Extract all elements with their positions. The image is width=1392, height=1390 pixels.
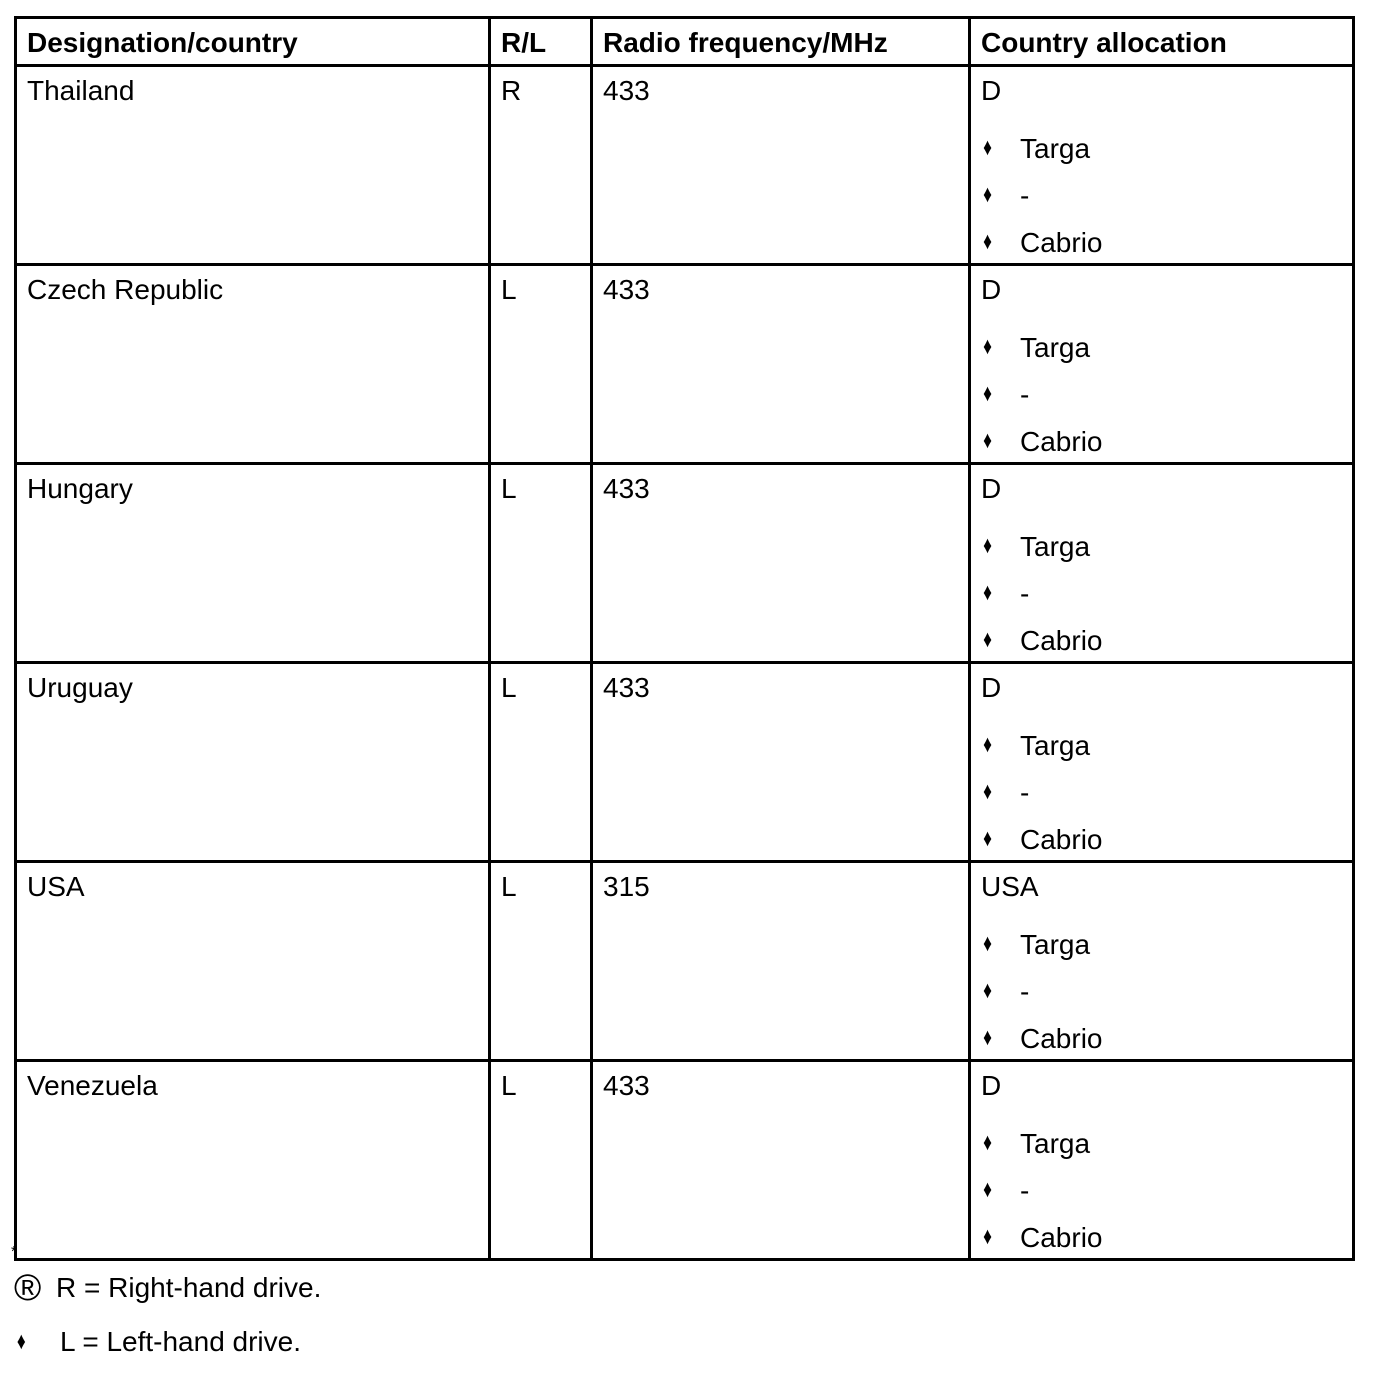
- cell-country-allocation: [970, 464, 1354, 663]
- legend-left-hand-drive: [14, 1324, 301, 1360]
- table-row: [16, 1061, 1354, 1260]
- model-list-item: [981, 426, 1342, 458]
- model-label: Cabrio: [1020, 824, 1103, 855]
- model-label: -: [1020, 578, 1030, 609]
- model-list-item: [981, 133, 1342, 165]
- diamond-bullet-icon: ♦: [983, 1176, 992, 1203]
- table-row: [16, 265, 1354, 464]
- diamond-bullet-icon: ♦: [16, 1328, 26, 1355]
- diamond-bullet-icon: ♦: [983, 427, 992, 454]
- allocation-code: D: [981, 274, 1002, 305]
- diamond-bullet-icon: ♦: [983, 134, 992, 161]
- diamond-bullet-icon: ♦: [983, 930, 992, 957]
- model-label: Targa: [1020, 730, 1091, 761]
- diamond-bullet-icon: ♦: [983, 731, 992, 758]
- diamond-bullet-icon: ♦: [983, 1223, 992, 1250]
- model-label: Cabrio: [1020, 625, 1103, 656]
- model-list-item: [981, 730, 1342, 762]
- model-label: -: [1020, 777, 1030, 808]
- model-list-item: [981, 1222, 1342, 1254]
- model-list-item: [981, 625, 1342, 657]
- header-radio-frequency: Radio frequency/MHz: [592, 18, 970, 66]
- allocation-code: USA: [981, 871, 1039, 902]
- allocation-code: D: [981, 672, 1002, 703]
- allocation-code: D: [981, 473, 1002, 504]
- cell-frequency: 433: [592, 66, 970, 265]
- cell-country-allocation: [970, 66, 1354, 265]
- cell-rl: L: [490, 1061, 592, 1260]
- cell-country-allocation: [970, 265, 1354, 464]
- cell-country: Thailand: [16, 66, 490, 265]
- model-label: -: [1020, 976, 1030, 1007]
- diamond-bullet-icon: ♦: [983, 228, 992, 255]
- diamond-bullet-icon: ♦: [983, 181, 992, 208]
- diamond-bullet-icon: ♦: [983, 532, 992, 559]
- cell-frequency: 433: [592, 265, 970, 464]
- cell-country: Uruguay: [16, 663, 490, 862]
- model-label: Targa: [1020, 133, 1091, 164]
- diamond-bullet-icon: ♦: [983, 333, 992, 360]
- model-label: -: [1020, 180, 1030, 211]
- header-country-allocation: Country allocation: [970, 18, 1354, 66]
- legend-text: L = Left-hand drive.: [60, 1326, 302, 1357]
- diamond-bullet-icon: ♦: [983, 626, 992, 653]
- model-list-item: [981, 1128, 1342, 1160]
- table-header-row: [16, 18, 1354, 66]
- cell-country: Venezuela: [16, 1061, 490, 1260]
- footnote-marker: *: [11, 1243, 16, 1260]
- cell-country: USA: [16, 862, 490, 1061]
- diamond-bullet-icon: ♦: [983, 1024, 992, 1051]
- cell-frequency: 433: [592, 1061, 970, 1260]
- diamond-bullet-icon: ♦: [983, 977, 992, 1004]
- model-label: Cabrio: [1020, 227, 1103, 258]
- cell-frequency: 315: [592, 862, 970, 1061]
- table-row: [16, 66, 1354, 265]
- cell-country-allocation: [970, 1061, 1354, 1260]
- model-list-item: [981, 1175, 1342, 1207]
- cell-country-allocation: [970, 663, 1354, 862]
- model-label: -: [1020, 379, 1030, 410]
- model-label: Cabrio: [1020, 1222, 1103, 1253]
- table-row: [16, 862, 1354, 1061]
- model-list-item: [981, 929, 1342, 961]
- legend-text: R = Right-hand drive.: [56, 1272, 322, 1303]
- model-label: Targa: [1020, 929, 1091, 960]
- diamond-bullet-icon: ♦: [983, 1129, 992, 1156]
- model-label: Targa: [1020, 1128, 1091, 1159]
- registered-mark-icon: ®: [14, 1267, 42, 1308]
- cell-rl: R: [490, 66, 592, 265]
- allocation-code: D: [981, 1070, 1002, 1101]
- cell-rl: L: [490, 663, 592, 862]
- cell-frequency: 433: [592, 663, 970, 862]
- cell-country: Czech Republic: [16, 265, 490, 464]
- radio-frequency-table: [14, 16, 1355, 1261]
- model-list-item: [981, 578, 1342, 610]
- cell-rl: L: [490, 464, 592, 663]
- allocation-code: D: [981, 75, 1002, 106]
- cell-rl: L: [490, 265, 592, 464]
- cell-frequency: 433: [592, 464, 970, 663]
- model-label: Targa: [1020, 531, 1091, 562]
- model-list-item: [981, 180, 1342, 212]
- cell-rl: L: [490, 862, 592, 1061]
- header-designation-country: Designation/country: [16, 18, 490, 66]
- model-label: -: [1020, 1175, 1030, 1206]
- model-list-item: [981, 379, 1342, 411]
- model-list-item: [981, 227, 1342, 259]
- cell-country-allocation: [970, 862, 1354, 1061]
- model-list-item: [981, 332, 1342, 364]
- diamond-bullet-icon: ♦: [983, 380, 992, 407]
- table-row: [16, 464, 1354, 663]
- diamond-bullet-icon: ♦: [983, 825, 992, 852]
- legend-right-hand-drive: [14, 1267, 322, 1308]
- diamond-bullet-icon: ♦: [983, 579, 992, 606]
- cell-country: Hungary: [16, 464, 490, 663]
- model-list-item: [981, 1023, 1342, 1055]
- model-list-item: [981, 531, 1342, 563]
- diamond-bullet-icon: ♦: [983, 778, 992, 805]
- model-list-item: [981, 777, 1342, 809]
- model-list-item: [981, 824, 1342, 856]
- model-label: Targa: [1020, 332, 1091, 363]
- table-row: [16, 663, 1354, 862]
- model-list-item: [981, 976, 1342, 1008]
- model-label: Cabrio: [1020, 1023, 1103, 1054]
- model-label: Cabrio: [1020, 426, 1103, 457]
- header-rl: R/L: [490, 18, 592, 66]
